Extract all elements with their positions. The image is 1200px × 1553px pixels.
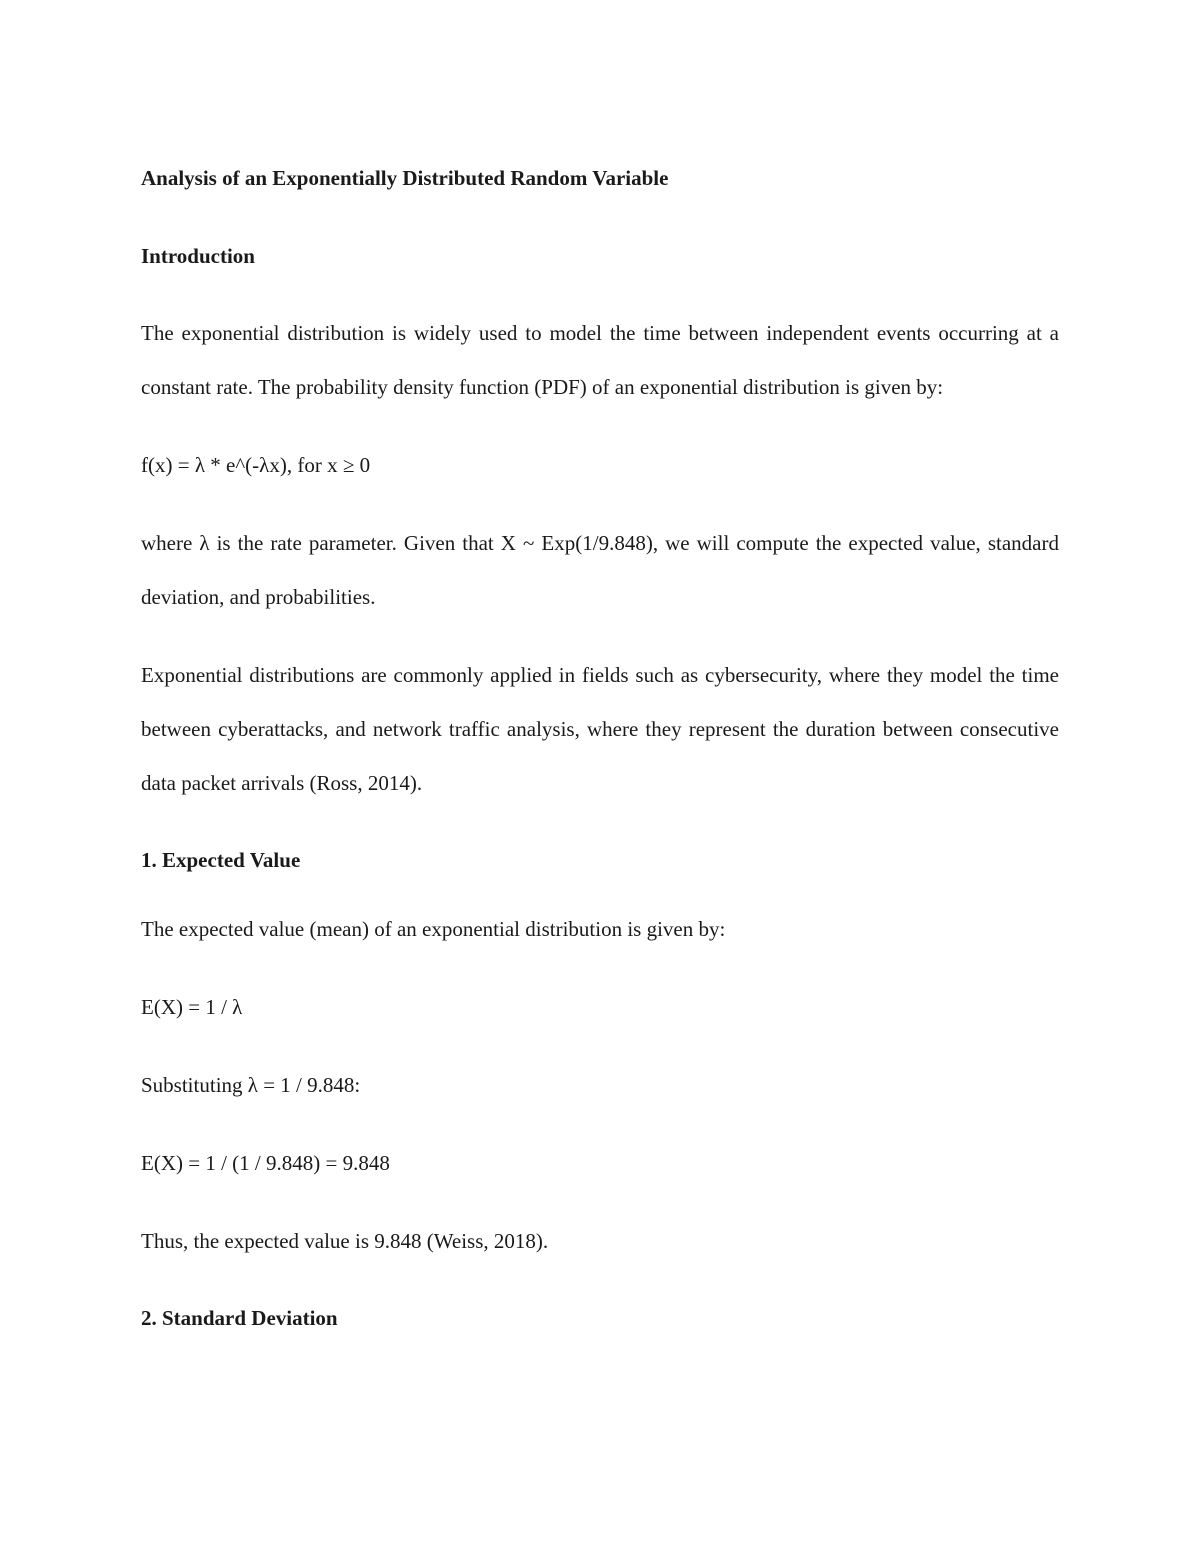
document-body [141,160,1059,1336]
introduction-paragraph-2: where λ is the rate parameter. Given that X ~ Exp(1/9.848), we will compute the expected value, standard deviation, and probabilities. [141,531,1059,609]
document-title: Analysis of an Exponentially Distributed Random Variable [141,166,669,190]
substitution-line: Substituting λ = 1 / 9.848: [141,1073,361,1097]
pdf-formula: f(x) = λ * e^(-λx), for x ≥ 0 [141,453,371,477]
section-1-paragraph: The expected value (mean) of an exponential distribution is given by: [141,917,726,941]
expected-value-formula: E(X) = 1 / λ [141,995,243,1019]
introduction-heading: Introduction [141,244,255,268]
expected-value-computation: E(X) = 1 / (1 / 9.848) = 9.848 [141,1151,390,1175]
introduction-paragraph-1: The exponential distribution is widely used to model the time between independent events occurring at a constant rate. The probability density function (PDF) of an exponential distribution is given by: [141,321,1059,399]
section-2-heading: 2. Standard Deviation [141,1306,338,1330]
section-1-heading: 1. Expected Value [141,848,301,872]
introduction-paragraph-3: Exponential distributions are commonly applied in fields such as cybersecurity, where they model the time between cyberattacks, and network traffic analysis, where they represent the duration between consecutive data packet arrivals (Ross, 2014). [141,663,1059,795]
expected-value-conclusion: Thus, the expected value is 9.848 (Weiss, 2018). [141,1229,549,1253]
